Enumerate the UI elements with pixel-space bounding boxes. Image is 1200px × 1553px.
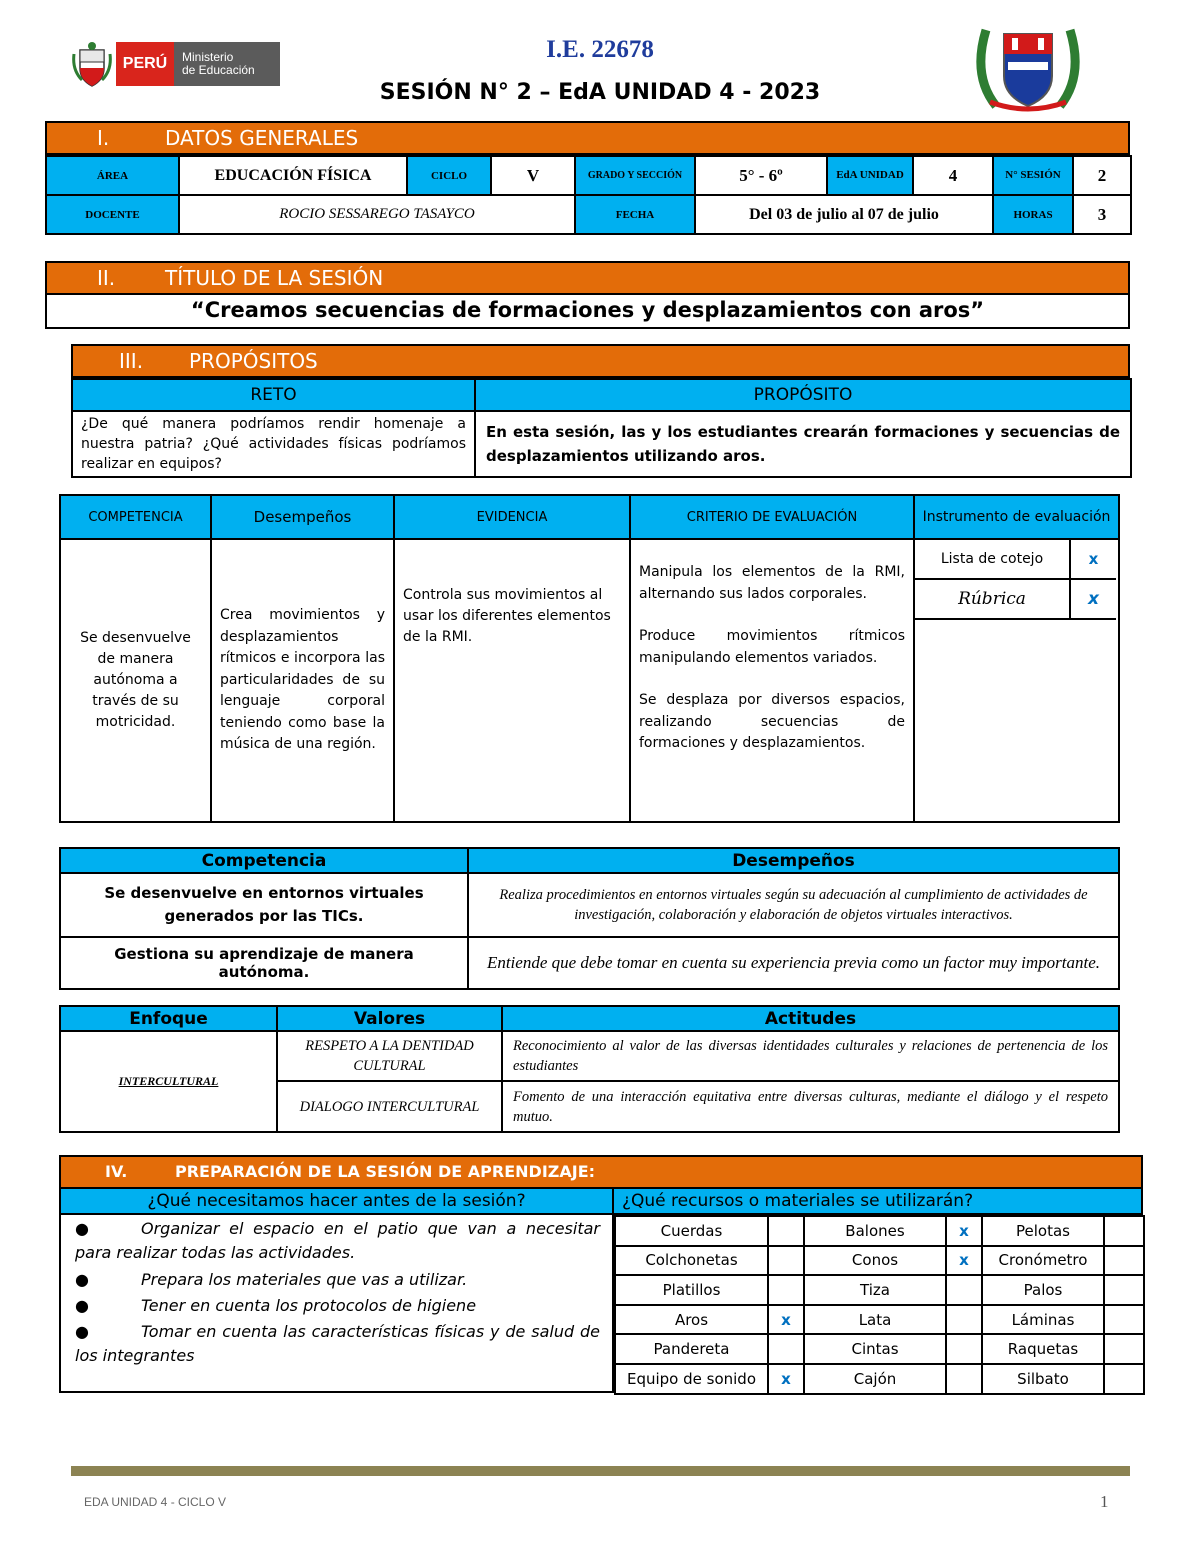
criterio-2: Produce movimientos rítmicos manipulando elementos variados. [639, 628, 905, 666]
section-titulo-header [45, 261, 1130, 295]
bullet-icon: ● [75, 1322, 89, 1341]
section-preparacion-header [59, 1155, 1143, 1189]
section-propositos-header [71, 344, 1130, 378]
antes-list [59, 1215, 614, 1393]
docente-label: DOCENTE [46, 195, 179, 234]
docente-value: ROCIO SESSAREGO TASAYCO [179, 195, 575, 234]
transversales-table [59, 847, 1120, 990]
criterio-1: Manipula los elementos de la RMI, alternando sus lados corporales. [639, 564, 905, 602]
footer-label: EDA UNIDAD 4 - CICLO V [84, 1495, 227, 1509]
peru-label: PERÚ [116, 42, 174, 86]
instrumento-1-mark: x [1071, 540, 1116, 580]
school-crest-icon [968, 16, 1088, 112]
header-valores: Valores [277, 1006, 502, 1031]
material-name: Conos [804, 1246, 946, 1276]
material-mark: x [768, 1364, 804, 1394]
grado-value: 5° - 6º [695, 156, 827, 195]
materiales-row [615, 1334, 1144, 1364]
evidencia-cell [394, 539, 630, 822]
valor-2: DIALOGO INTERCULTURAL [277, 1081, 502, 1132]
bullet-icon: ● [75, 1296, 89, 1315]
datos-generales-table [45, 155, 1132, 235]
grado-label: GRADO Y SECCIÓN [575, 156, 695, 195]
material-mark [1104, 1364, 1144, 1394]
material-mark [946, 1275, 982, 1305]
area-label: ÁREA [46, 156, 179, 195]
antes-header: ¿Qué necesitamos hacer antes de la sesión? [59, 1189, 614, 1215]
material-mark [946, 1305, 982, 1335]
material-name: Cuerdas [615, 1216, 768, 1246]
header-competencia: Competencia [60, 848, 468, 873]
antes-item-3: ● Tener en cuenta los protocolos de higiene [75, 1294, 600, 1318]
material-mark [1104, 1334, 1144, 1364]
material-name: Lata [804, 1305, 946, 1335]
header-desempenos: Desempeños [468, 848, 1119, 873]
material-name: Aros [615, 1305, 768, 1335]
material-mark [1104, 1246, 1144, 1276]
session-title-text: “Creamos secuencias de formaciones y desplazamientos con aros” [45, 295, 1130, 329]
ministry-name-box [174, 42, 280, 86]
actitud-2: Fomento de una interacción equitativa entre diversas culturas, mediante el diálogo y el respeto mutuo. [502, 1081, 1119, 1132]
material-name: Láminas [982, 1305, 1104, 1335]
eda-value: 4 [913, 156, 993, 195]
area-value: EDUCACIÓN FÍSICA [179, 156, 407, 195]
recursos-header: ¿Qué recursos o materiales se utilizarán? [614, 1189, 1143, 1215]
school-name: I.E. 22678 [546, 36, 654, 63]
material-mark [768, 1275, 804, 1305]
antes-item-4: ● Tomar en cuenta las características físicas y de salud de los integrantes [75, 1322, 600, 1365]
criterio-cell [630, 539, 914, 822]
material-name: Platillos [615, 1275, 768, 1305]
material-mark: x [768, 1305, 804, 1335]
header-instrumento: Instrumento de evaluación [914, 495, 1119, 539]
header-criterio: CRITERIO DE EVALUACIÓN [630, 495, 914, 539]
propositos-table [71, 378, 1132, 478]
instrumento-cell [914, 539, 1119, 822]
material-mark: x [946, 1216, 982, 1246]
materiales-row [615, 1275, 1144, 1305]
bullet-icon: ● [75, 1219, 89, 1238]
header-actitudes: Actitudes [502, 1006, 1119, 1031]
competencia-text: Se desenvuelve de manera autónoma a través de su motricidad. [60, 539, 211, 822]
valor-1: RESPETO A LA DENTIDAD CULTURAL [277, 1031, 502, 1081]
header-enfoque: Enfoque [60, 1006, 277, 1031]
sesion-value: 2 [1073, 156, 1131, 195]
material-name: Raquetas [982, 1334, 1104, 1364]
material-mark [768, 1246, 804, 1276]
material-mark [946, 1364, 982, 1394]
horas-value: 3 [1073, 195, 1131, 234]
material-name: Cronómetro [982, 1246, 1104, 1276]
section-number: II. [97, 266, 116, 290]
section-title: TÍTULO DE LA SESIÓN [165, 266, 384, 290]
fecha-label: FECHA [575, 195, 695, 234]
material-name: Tiza [804, 1275, 946, 1305]
competencia-table [59, 494, 1120, 823]
section-number: III. [119, 349, 144, 373]
transversal-desempeno-2: Entiende que debe tomar en cuenta su experiencia previa como un factor muy importante. [468, 937, 1119, 989]
reto-header: RETO [72, 379, 475, 411]
eda-label: EdA UNIDAD [827, 156, 913, 195]
header-evidencia: EVIDENCIA [394, 495, 630, 539]
antes-item-2: ● Prepara los materiales que vas a utilizar. [75, 1268, 600, 1292]
enfoques-table [59, 1005, 1120, 1133]
desempeno-text: Crea movimientos y desplazamientos rítmicos e incorpora las particularidades de su lenguaje corporal teniendo como base la música de una región. [211, 539, 394, 822]
material-name: Pelotas [982, 1216, 1104, 1246]
footer-bar [71, 1466, 1130, 1476]
proposito-text: En esta sesión, las y los estudiantes crearán formaciones y secuencias de desplazamientos utilizando aros. [475, 411, 1131, 477]
material-mark [1104, 1216, 1144, 1246]
bullet-icon: ● [75, 1270, 89, 1289]
materiales-row [615, 1305, 1144, 1335]
material-name: Equipo de sonido [615, 1364, 768, 1394]
evidencia-text: Controla sus movimientos al usar los diferentes elementos de la RMI. [403, 587, 611, 645]
criterio-3: Se desplaza por diversos espacios, realizando secuencias de formaciones y desplazamientos. [639, 692, 905, 751]
ciclo-label: CICLO [407, 156, 491, 195]
material-mark [1104, 1305, 1144, 1335]
enfoque-name: INTERCULTURAL [60, 1031, 277, 1132]
instrumento-2-name: Rúbrica [915, 580, 1071, 620]
ministry-line2: de Educación [182, 63, 255, 77]
instrumento-2-mark: x [1071, 580, 1116, 620]
material-name: Pandereta [615, 1334, 768, 1364]
actitud-1: Reconocimiento al valor de las diversas identidades culturales y relaciones de pertenencia de los estudiantes [502, 1031, 1119, 1081]
materiales-row [615, 1246, 1144, 1276]
materiales-row [615, 1364, 1144, 1394]
material-name: Colchonetas [615, 1246, 768, 1276]
material-name: Silbato [982, 1364, 1104, 1394]
ciclo-value: V [491, 156, 575, 195]
page-number: 1 [1100, 1492, 1109, 1511]
material-name: Palos [982, 1275, 1104, 1305]
reto-text: ¿De qué manera podríamos rendir homenaje a nuestra patria? ¿Qué actividades físicas podríamos realizar en equipos? [72, 411, 475, 477]
header-competencia: COMPETENCIA [60, 495, 211, 539]
peru-shield-icon [72, 40, 112, 88]
proposito-header: PROPÓSITO [475, 379, 1131, 411]
material-mark [768, 1334, 804, 1364]
section-datos-generales-header [45, 121, 1130, 155]
material-name: Cintas [804, 1334, 946, 1364]
fecha-value: Del 03 de julio al 07 de julio [695, 195, 993, 234]
transversal-competencia-1: Se desenvuelve en entornos virtuales generados por las TICs. [60, 873, 468, 937]
sesion-label: N° SESIÓN [993, 156, 1073, 195]
material-mark [946, 1334, 982, 1364]
section-title: PROPÓSITOS [189, 349, 318, 373]
instrumento-1-name: Lista de cotejo [915, 540, 1071, 580]
header-desempenos: Desempeños [211, 495, 394, 539]
material-mark [1104, 1275, 1144, 1305]
materiales-table [614, 1215, 1145, 1395]
section-number: I. [97, 126, 110, 150]
transversal-competencia-2: Gestiona su aprendizaje de manera autónoma. [60, 937, 468, 989]
material-mark [768, 1216, 804, 1246]
antes-item-1: ● Organizar el espacio en el patio que van a necesitar para realizar todas las actividades. [75, 1219, 600, 1262]
ministry-logo [72, 40, 282, 88]
material-mark: x [946, 1246, 982, 1276]
section-title: PREPARACIÓN DE LA SESIÓN DE APRENDIZAJE: [175, 1162, 596, 1181]
transversal-desempeno-1: Realiza procedimientos en entornos virtuales según su adecuación al cumplimiento de actividades de investigación, colaboración y elaboración de objetos virtuales interactivos. [468, 873, 1119, 937]
materiales-row [615, 1216, 1144, 1246]
material-name: Balones [804, 1216, 946, 1246]
material-name: Cajón [804, 1364, 946, 1394]
session-title: SESIÓN N° 2 – EdA UNIDAD 4 - 2023 [379, 80, 821, 105]
section-number: IV. [105, 1162, 128, 1181]
ministry-line1: Ministerio [182, 50, 234, 64]
section-title: DATOS GENERALES [165, 126, 359, 150]
horas-label: HORAS [993, 195, 1073, 234]
